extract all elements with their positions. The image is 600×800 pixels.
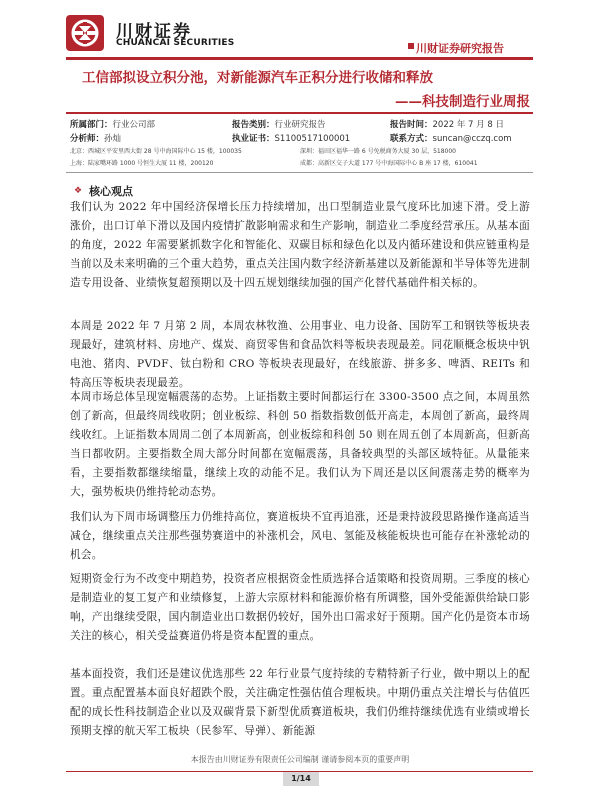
info-report-type-label: 报告类别： xyxy=(232,120,275,130)
address-shenzhen: 深圳：福田区福华一路 6 号免税商务大厦 30 层，518000 xyxy=(300,148,456,155)
company-logo xyxy=(66,15,104,51)
info-report-date-value: 2022 年 7 月 8 日 xyxy=(432,120,504,130)
brand-name-cn: 川财证券 xyxy=(116,22,192,42)
info-license-value: S1100517100001 xyxy=(274,134,351,144)
address-shanghai: 上海：陆家嘴环路 1000 号恒生大厦 11 楼，200120 xyxy=(70,160,214,167)
info-report-date xyxy=(390,118,504,130)
brand-name-en: CHUANCAI SECURITIES xyxy=(116,38,235,48)
info-license-label: 执业证书： xyxy=(232,134,275,144)
info-report-type xyxy=(232,118,326,130)
report-tag: 川财证券研究报告 xyxy=(416,42,504,55)
diamond-bullet-icon: ❖ xyxy=(74,186,83,196)
info-analyst xyxy=(70,132,121,144)
paragraph-5: 短期资金行为不改变中期趋势，投资者应根据资金性质选择合适策略和投资周期。三季度的核心是制造业的复工复产和业绩修复，上游大宗原材料和能源价格有所调整，国外受能源供给缺口影响，产出继续受限，国内制造业出口数据仍较好，国外出口需求好于预期。国产化仍是资本市场关注的核心，相关受益赛道仍将是资本配置的重点。 xyxy=(70,573,530,642)
paragraph-1: 我们认为 2022 年中国经济保增长压力持续增加，出口型制造业景气度环比加速下滑。受上游涨价，出口订单下滑以及国内疫情扩散影响需求和生产影响，制造业二季度经营承压。从基本面的角度，2022 年需要紧抓数字化和智能化、双碳目标和绿色化以及内循环建设和供应链重构是当前以及未来明确的三个重大趋势，重点关注国内数字经济新基建以及新能源和半导体等先进制造专用设备、业绩恢复超预期以及十四五规划继续加强的国产化替代基础件相关标的。 xyxy=(70,201,530,289)
info-report-date-label: 报告时间： xyxy=(390,120,433,130)
report-subtitle: ——科技制造行业周报 xyxy=(395,94,530,110)
report-tag-marker-icon xyxy=(408,43,414,49)
info-contact-value: suncan@cczq.com xyxy=(432,134,512,144)
info-license xyxy=(232,132,350,144)
info-analyst-value: 孙灿 xyxy=(104,134,122,144)
footer-disclaimer: 本报告由川财证券有限责任公司编制 谨请参阅本页的重要声明 xyxy=(190,755,410,764)
info-divider xyxy=(66,172,533,173)
paragraph-3: 本周市场总体呈现宽幅震荡的态势。上证指数主要时间都运行在 3300-3500 点之间，本周虽然创了新高，但最终周线收阴；创业板综、科创 50 指数指数创低开高走，本周创了新高，最终周线收红。上证指数本周周二创了本周新高，创业板综和科创 50 则在周五创了本周新高，但新高当日都收阴。主要指数全周大部分时间都在宽幅震荡，具备较典型的头部区域特征。从量能来看，主要指数都继续缩量，继续上攻的动能不足。我们认为下周还是以区间震荡走势的概率为大，强势板块仍维持轮动态势。 xyxy=(70,391,530,498)
section-heading-core: 核心观点 xyxy=(89,185,133,198)
header-divider xyxy=(66,57,533,60)
paragraph-6: 基本面投资，我们还是建议优选那些 22 年行业景气度持续的专精特新子行业，做中期以上的配置。重点配置基本面良好超跌个股，关注确定性强估值合理板块。中期仍重点关注增长与估值匹配的成长性科技制造企业以及双碳背景下新型优质赛道板块，我们仍维持继续优选有业绩或增长预期支撑的航天军工板块（民参军、导弹）、新能源 xyxy=(70,668,530,737)
address-chengdu: 成都：高新区交子大道 177 号中海国际中心 B 座 17 楼，610041 xyxy=(300,160,478,167)
title-divider xyxy=(66,112,533,114)
info-department xyxy=(70,118,155,130)
info-department-label: 所属部门： xyxy=(70,120,113,130)
logo-mark-icon xyxy=(66,15,104,51)
info-contact-label: 联系方式： xyxy=(390,134,433,144)
info-contact xyxy=(390,132,512,144)
address-beijing: 北京：西城区平安里西大街 28 号中海国际中心 15 楼，100035 xyxy=(70,148,242,155)
page-number: 1/14 xyxy=(283,772,319,786)
info-department-value: 行业公司部 xyxy=(112,120,156,130)
report-title: 工信部拟设立积分池，对新能源汽车正积分进行收储和释放 xyxy=(82,70,433,86)
paragraph-2: 本周是 2022 年 7 月第 2 周，本周农林牧渔、公用事业、电力设备、国防军工和钢铁等板块表现最好，建筑材料、房地产、煤炭、商贸零售和食品饮料等板块表现最差。同花顺概念板块中钒电池、猪肉、PVDF、钛白粉和 CRO 等板块表现最好，在线旅游、拼多多、啤酒、REITs 和特高压等板块表现最差。 xyxy=(70,320,530,389)
paragraph-4: 我们认为下周市场调整压力仍维持高位，赛道板块不宜再追涨，还是秉持波段思路操作逢高适当减仓，继续重点关注那些强势赛道中的补涨机会，风电、氢能及核能板块也可能存在补涨轮动的机会。 xyxy=(70,511,530,561)
info-report-type-value: 行业研究报告 xyxy=(274,120,326,130)
info-analyst-label: 分析师： xyxy=(70,134,105,144)
